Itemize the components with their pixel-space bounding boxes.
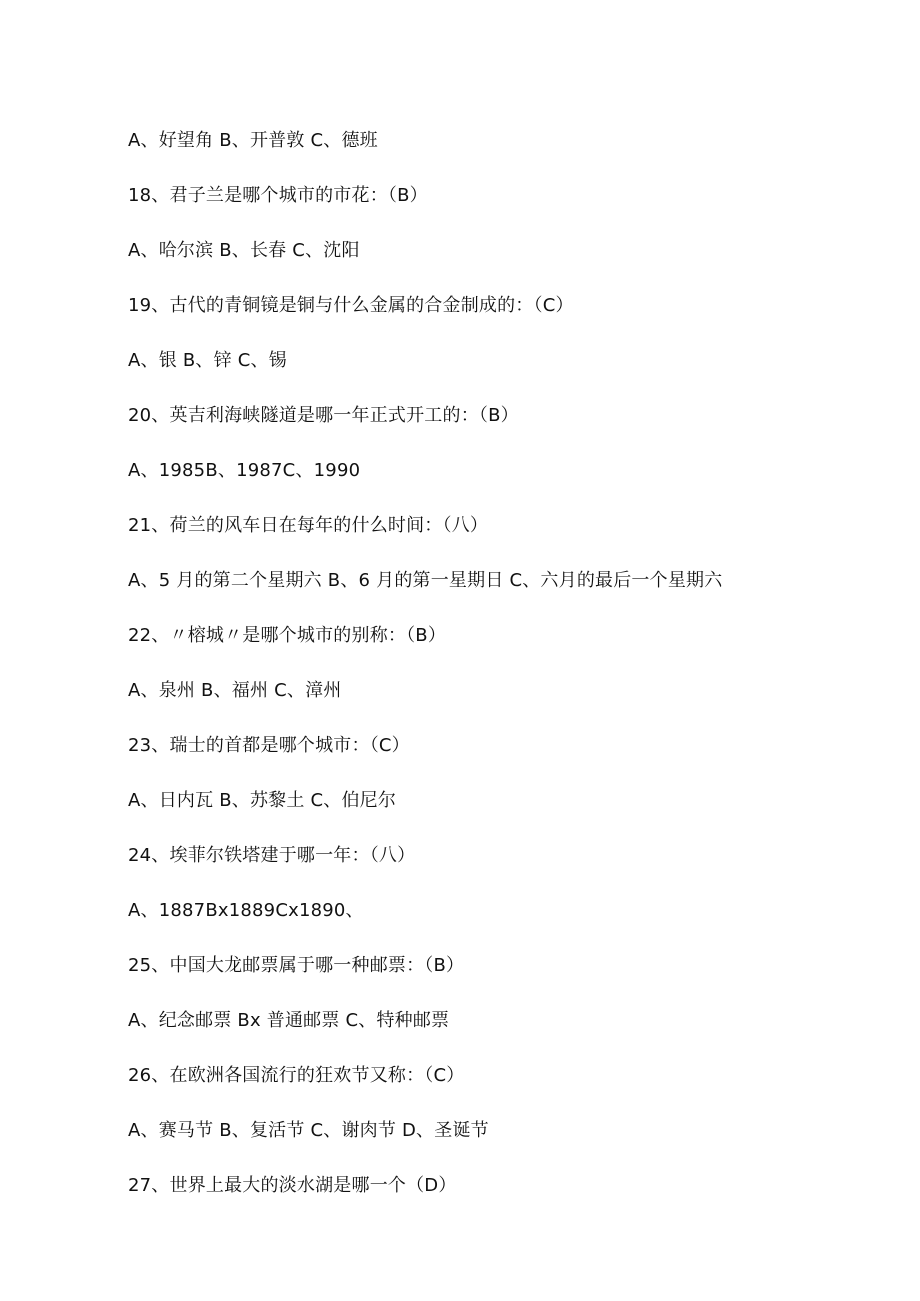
question-22: 22、〃榕城〃是哪个城市的别称：（B）	[128, 625, 447, 646]
answer-options-25: A、纪念邮票 Bx 普通邮票 C、特种邮票	[128, 1010, 450, 1031]
answer-options-21: A、5 月的第二个星期六 B、6 月的第一星期日 C、六月的最后一个星期六	[128, 570, 723, 591]
answer-options-22: A、泉州 B、福州 C、漳州	[128, 680, 342, 701]
question-26: 26、在欧洲各国流行的狂欢节又称：（C）	[128, 1065, 465, 1086]
question-18: 18、君子兰是哪个城市的市花：（B）	[128, 185, 428, 206]
question-19: 19、古代的青铜镜是铜与什么金属的合金制成的：（C）	[128, 295, 574, 316]
question-23: 23、瑞士的首都是哪个城市：（C）	[128, 735, 410, 756]
question-24: 24、埃菲尔铁塔建于哪一年：（八）	[128, 845, 416, 866]
answer-options-26: A、赛马节 B、复活节 C、谢肉节 D、圣诞节	[128, 1120, 489, 1141]
question-25: 25、中国大龙邮票属于哪一种邮票：（B）	[128, 955, 465, 976]
answer-options-23: A、日内瓦 B、苏黎土 C、伯尼尔	[128, 790, 397, 811]
question-21: 21、荷兰的风车日在每年的什么时间：（八）	[128, 515, 489, 536]
answer-options-19: A、银 B、锌 C、锡	[128, 350, 287, 371]
answer-options-20: A、1985B、1987C、1990	[128, 460, 361, 481]
question-27: 27、世界上最大的淡水湖是哪一个（D）	[128, 1175, 457, 1196]
answer-options-17: A、好望角 B、开普敦 C、德班	[128, 130, 378, 151]
answer-options-24: A、1887Bx1889Cx1890、	[128, 900, 364, 921]
question-20: 20、英吉利海峡隧道是哪一年正式开工的：（B）	[128, 405, 519, 426]
answer-options-18: A、哈尔滨 B、长春 C、沈阳	[128, 240, 360, 261]
